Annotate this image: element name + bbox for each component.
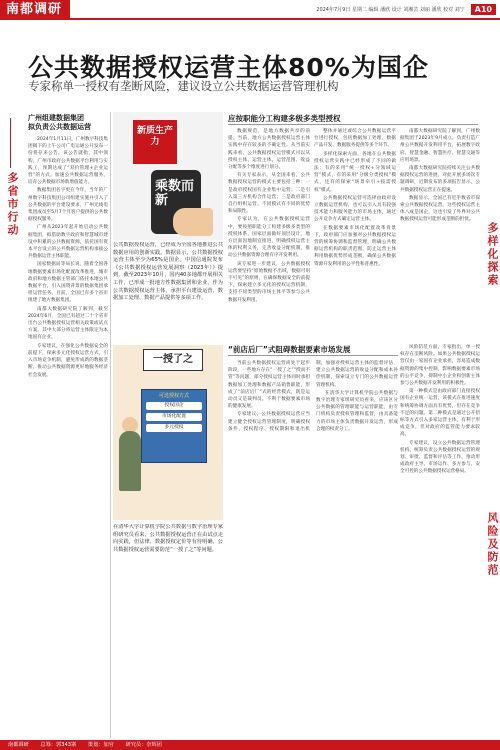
article-column-3: [228, 128, 310, 338]
cartoon-board-heading: 可选授权方式: [158, 393, 189, 399]
page-footer: [0, 740, 500, 750]
article-column-1: [28, 112, 108, 738]
cartoon-caption-text: 在清华大学计算机学院公共数据与数字治理专家组研究员看来，公共数据授权运营正在由试点走向实践，但法律、数据授权定价等有待明确，公共数据授权运营需要防范“一授了之”等问题。: [113, 524, 223, 553]
cartoon-caption: [113, 524, 223, 572]
article-column-5: [228, 360, 398, 736]
phone-text: 乘数而新: [155, 179, 195, 208]
paragraph: 南都大数据研究院了解到，截至2024年6月，全国已有超过二十个省市出台公共数据授权运营相关政策或试点方案，其中大部分将运营主体限定为本地国有企业。: [28, 306, 108, 341]
cartoon-illustration: [113, 345, 223, 520]
header-meta: 2024年7月9日 星期二 编辑 潘欣 设计 刘湘芸 刘丽 潘欣 校对 刘宁: [316, 6, 465, 13]
footer-planner: 总筹：郭343寨: [40, 742, 77, 748]
paragraph: 数据规范，是地方数据共享的前提。当前，地方公共数据授权运营主体实践中存在较多的不确定性。从当前实践来看，公共数据授权运营模式可以从授权主体、运营主体、运营范围、收益分配等多个维度进行划分。: [228, 129, 310, 171]
page-header: [0, 0, 500, 20]
cartoon-option: 授权国企: [146, 402, 202, 410]
paragraph: 在清华大学计算机学院公共数据与数字治理专家组研究员看来，应该区分公共数据的管理职能与运营职能，由专门机构负责授权管理和监督，由具备能力的市场主体负责数据开发运营，形成合理的权责分工。: [316, 390, 398, 432]
section-rule: [228, 124, 478, 125]
highlight-summary: [113, 242, 223, 342]
paragraph: 南都大数据研究院持续关注公共数据授权运营的进展，对此开展多场次专题调研，近期发布的多项报告显示，公共数据授权运营正在提速。: [400, 166, 480, 193]
subheadline: 专家称单一授权有垄断风险，建议设立公共数据运营管理机构: [28, 79, 339, 93]
paragraph: 公共数据授权运营可选择由政府设立数据运营机构，也可以引入具有较强技术能力和服务能力的市场主体，通过公开竞争方式确定运营主体。: [314, 195, 396, 223]
paragraph: 南都大数据研究院了解到，广州数据集团于2023年9月成立，负责打造广州公共数据开发利用平台，拓展数字政府、智慧金融、智慧医疗、智慧交通等应用场景。: [400, 129, 480, 163]
footer-brand: 南都调研: [8, 742, 29, 748]
section-brand: 南都调研: [0, 0, 70, 20]
cartoon-title: 一授了之: [143, 349, 203, 371]
footer-researcher: 研究员：奈辉团: [125, 742, 162, 748]
summary-text: 公共数据授权运营，已经成为全国各地推进公共数据应用的创新实践。数据显示，公共数据授权运营主体至少为65%是国企。中国信通院发布《公共数据授权运营发展洞察（2023年）》提到，截至2023年10月，国内40多地都开展相关工作，已形成一批地方性数据集团和企业，作为公共数据授权运营主体，承担平台建设运营、数据加工处理、数据产品提供等多项工作。: [113, 242, 223, 302]
paragraph: 风险防范方面，专家指出，单一授权存在垄断风险。如果公共数据授权运营仅由一家国有企业承担，容易造成数据资源的集中控制，影响数据要素市场的公平竞争，抑制中小企业和创新主体参与公共数据开发利用的积极性。: [400, 345, 480, 387]
cartoon-option: 多元授权: [146, 424, 202, 432]
section-rule: [228, 355, 398, 356]
paragraph: 专家认为，在公共数据授权运营中，要按照职能分工构建多级多类型的授权体系，国家层面做好顶层设计，地方层面因地制宜推进，明确授权运营主体的权利义务，完善收益分配机制，推动公共数据资源合理有序开发利用。: [228, 217, 310, 259]
illustration-tag-text: 新质生产力: [137, 126, 174, 147]
column-divider: [110, 112, 111, 738]
side-label-right-bottom: 风险及防范: [486, 512, 499, 577]
article-column-4: [314, 128, 396, 338]
paragraph: 广州从2023年起开始启动公共数据集团，拟借助数字政府和智慧城市建设中积累的公共数据资源，依托国有资本平台设立的公共数据运营机构承接公共数据运营主体职能。: [28, 225, 108, 260]
article-column-4b: [400, 128, 480, 338]
cartoon-figure-body: [119, 431, 141, 491]
header-meta-bar: [70, 0, 500, 20]
paragraph: 有关专家表示，从全国来看，公共数据授权运营的模式主要包括三种：一是政府授权国有企业集中运营；二是引入第三方机构合作运营；三是政府部门自行组织运营。不同模式有不同的优势和局限性。: [228, 173, 310, 215]
side-label-right-top: 多样化探索: [486, 222, 499, 287]
paragraph: 2024年1月11日，广州数字科技集团揭下的上午公司广电运通公开发布一份将存来公告。该公告就指，其中领购，广州市政府公共数据平台利用与实践工，预期达成了“双价管理+企业运营”的方式。加速公共数据运营服务，培育公共数据市场新增值能力。: [28, 137, 108, 186]
paragraph: 该专家进一步建议，公共数据授权运营要坚持“原始数据不出域，数据可用不可见”的原则，在确保数据安全的前提下，探索建立多元化的授权运营机制，支持不同类型的市场主体平等参与公共数据开发利用。: [228, 261, 310, 303]
cartoon-option: 市场化配置: [146, 413, 202, 421]
paragraph: 专家建议，公共数据授权运营应当建立健全授权运营管理制度，明确授权条件、授权程序、授权期限和退出机制，加强对授权运营主体的监督评估，建立公共数据运营的收益分配和成本补偿机制，探索设立专门的公共数据运营管理机构。: [228, 361, 398, 432]
column-1-heading: 广州组建数据集团 拟负责公共数据运营: [28, 114, 91, 131]
paragraph: 专家建议，在强化公共数据安全的前提下，探索多元化授权运营方式，引入市场竞争机制，避免形成新的数据垄断，推动公共数据资源更好地服务经济社会发展。: [28, 343, 108, 378]
paragraph: 整体并通过或综合公共数据运营平台进行授权，包括数据加工处理、数据产品开发、数据服务提供等多个环节。: [314, 129, 396, 149]
section-heading-2: “前店后厂”式阻碍数据要素市场发展: [228, 345, 351, 354]
side-rule-left: [10, 118, 11, 168]
paragraph: 国家数据局等局长说，随着全国各地数据要素市场化配置改革推进，城市政府和地方数据主管部门依托本地公共数据平台，引入国资背景的数据集团承担运营任务。目前，全国已有多个省市组建了地方数据集团。: [28, 262, 108, 304]
illustration-tag: [133, 120, 177, 164]
cartoon-board: [141, 389, 207, 463]
paragraph: 第一种模式是由政府部门直接授权国有企业统一运营，该模式在推进速度和统筹协调方面具有优势，但存在竞争不足的问题。第二种模式是通过公开招标等方式引入多家运营主体，有利于形成竞争，但对政府的监管能力要求较高。: [400, 389, 480, 438]
illustration-new-productivity: [113, 112, 223, 240]
footer-writer: 策划：加官: [87, 742, 114, 748]
paragraph: 数据显示，全国已有近半数省市探索公共数据授权运营，这些授权运营主体八成是国企，这也引发了外界对公共数据授权运营可能形成垄断的担忧。: [400, 195, 480, 223]
article-column-6: [400, 344, 480, 736]
paragraph: 多样化探索方面，各地在公共数据授权运营实践中已经形成了不同的做法：有的采用“统一授权+分领域运营”模式，有的采用“分级分类授权”模式，还有的探索“场景牵引+按需授权”模式。: [314, 151, 396, 193]
headline: 公共数据授权运营主体80%为国企: [28, 53, 429, 82]
side-label-left: 多省市行动: [6, 172, 19, 237]
paragraph: 当前公共数据授权运营尚处于起步阶段，一些地方存在“一授了之”“授而不管”等问题，部分授权运营主体同时承担数据加工处理和数据产品销售职能，形成了“前店后厂”式的经营模式，既是运动员又是裁判员，不利于数据要素市场的健康发展。: [228, 361, 310, 410]
hand-graphic: [173, 208, 213, 236]
paragraph: 在数据要素市场化配置改革背景下，政府部门应加强对公共数据授权运营的统筹协调和监督管理，明确公共数据运营机构的职责范围，防止运营主体利用数据优势形成垄断，确保公共数据资源开发利用的公平性和普惠性。: [314, 225, 396, 267]
paragraph: 专家建议，设立公共数据运营管理机构，统筹负责公共数据授权运营的规划、审批、监督和评估等工作，推动形成政府主导、市场运作、多方参与、安全可控的公共数据授权运营格局。: [400, 440, 480, 475]
paragraph: 数据集团名字更在今年，当年的广州数字科技集团公司组建实施并引入了公共数据的平台建设要求，广州无线电集团成员至5月7个月客户提供的公共数据授权服务。: [28, 188, 108, 223]
section-heading-1: 应按职能分工构建多级多类型授权: [228, 114, 341, 123]
page-number: A10: [471, 4, 496, 15]
